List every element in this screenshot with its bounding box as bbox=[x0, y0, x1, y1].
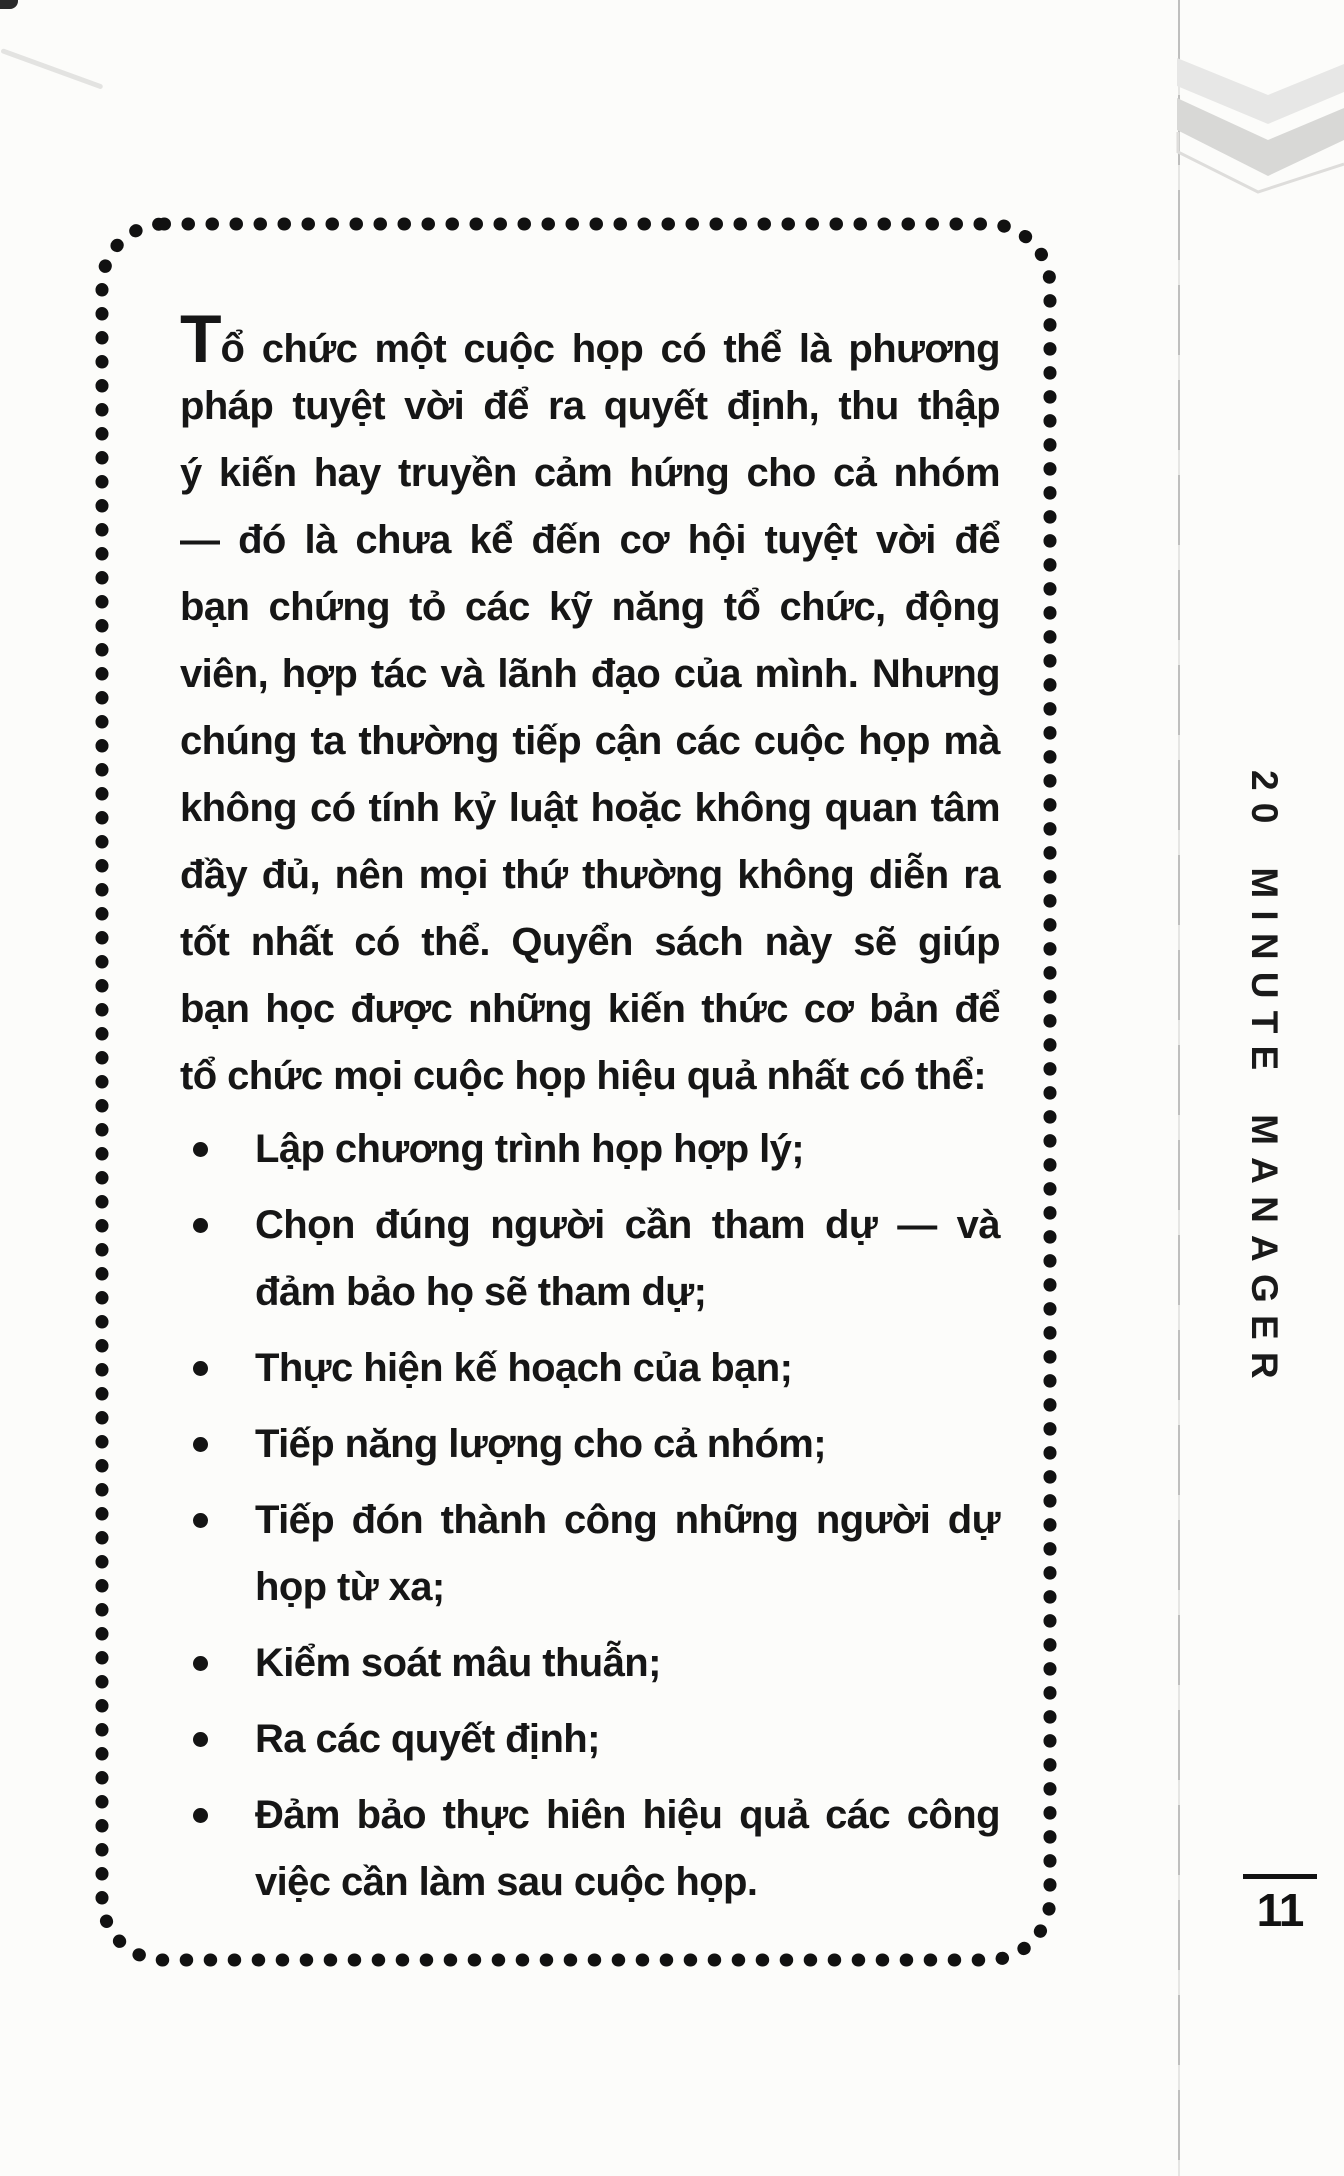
word: mình. bbox=[754, 652, 859, 696]
word: tác bbox=[370, 652, 427, 696]
bullet-text bbox=[255, 1706, 1000, 1773]
text-line bbox=[180, 373, 1000, 440]
bullet-text bbox=[255, 1411, 1000, 1478]
bullet-text bbox=[255, 1335, 1000, 1402]
word: thành bbox=[440, 1498, 547, 1542]
word: Tiếp bbox=[255, 1498, 335, 1542]
word: tiếp bbox=[512, 719, 582, 763]
word: và bbox=[956, 1203, 1000, 1247]
text-line bbox=[180, 301, 1000, 377]
word: ta bbox=[310, 719, 345, 763]
word: thường bbox=[582, 853, 723, 897]
bullet-item bbox=[180, 1487, 1000, 1621]
word: nên bbox=[334, 853, 404, 897]
word: quan bbox=[824, 786, 918, 830]
word: thu bbox=[838, 384, 899, 428]
bullet-text bbox=[255, 1630, 1000, 1697]
word: thập bbox=[917, 384, 1000, 428]
word: ra bbox=[963, 853, 1000, 897]
bullet-item bbox=[180, 1706, 1000, 1773]
word: hợp bbox=[281, 652, 358, 696]
word: kỹ bbox=[548, 585, 593, 629]
word: bạn bbox=[180, 987, 250, 1031]
word: thể. bbox=[421, 920, 490, 964]
word: hay bbox=[313, 451, 381, 495]
word: thức bbox=[701, 987, 788, 1031]
word: tâm bbox=[930, 786, 1000, 830]
word: các bbox=[825, 1793, 891, 1837]
word: người bbox=[490, 1203, 605, 1247]
word: là bbox=[304, 518, 337, 562]
word: chứng bbox=[268, 585, 390, 629]
word: là bbox=[798, 327, 832, 371]
text-line bbox=[180, 507, 1000, 574]
word: đầy bbox=[180, 853, 248, 897]
bullet-text bbox=[255, 1192, 1000, 1326]
word: cho bbox=[746, 451, 816, 495]
word: — bbox=[897, 1203, 937, 1247]
bullet-text bbox=[255, 1782, 1000, 1916]
word: hiên bbox=[545, 1793, 626, 1837]
word: luật bbox=[508, 786, 578, 830]
word: chức bbox=[261, 327, 358, 371]
word: ra bbox=[547, 384, 585, 428]
word: năng bbox=[611, 585, 705, 629]
word: có bbox=[660, 327, 707, 371]
word: các bbox=[675, 719, 741, 763]
word: Chọn bbox=[255, 1203, 355, 1247]
word: cả bbox=[832, 451, 877, 495]
word: họp bbox=[858, 719, 930, 763]
page-number-block bbox=[1243, 1874, 1317, 1936]
word: bản bbox=[869, 987, 939, 1031]
word: diễn bbox=[868, 853, 949, 897]
word: dự bbox=[825, 1203, 878, 1247]
bullet-dot-icon bbox=[193, 1361, 208, 1376]
word: nhóm bbox=[893, 451, 1000, 495]
bullet-item bbox=[180, 1116, 1000, 1183]
word: vời bbox=[875, 518, 936, 562]
text-line bbox=[180, 708, 1000, 775]
bullet-dot-icon bbox=[193, 1218, 208, 1233]
word: có bbox=[354, 920, 400, 964]
word: mọi bbox=[418, 853, 488, 897]
text-line bbox=[180, 842, 1000, 909]
text-line bbox=[180, 976, 1000, 1043]
word: viên, bbox=[180, 652, 269, 696]
word: cuộc bbox=[463, 327, 555, 371]
word: tỏ bbox=[409, 585, 446, 629]
word: tính bbox=[368, 786, 440, 830]
word: sẽ bbox=[853, 920, 897, 964]
word: hứng bbox=[629, 451, 730, 495]
word: tuyệt bbox=[764, 518, 858, 562]
word: kiến bbox=[607, 987, 686, 1031]
word: kỷ bbox=[452, 786, 496, 830]
word: cận bbox=[594, 719, 662, 763]
word: để bbox=[483, 384, 529, 428]
bullet-item bbox=[180, 1782, 1000, 1916]
word: không bbox=[694, 786, 812, 830]
word: bạn bbox=[180, 585, 250, 629]
word: được bbox=[350, 987, 453, 1031]
word: đến bbox=[531, 518, 601, 562]
text-line: Lập chương trình họp hợp lý; bbox=[255, 1127, 804, 1171]
word: bảo bbox=[356, 1793, 426, 1837]
word: cơ bbox=[803, 987, 854, 1031]
word: thực bbox=[442, 1793, 530, 1837]
word: đủ, bbox=[261, 853, 320, 897]
word: đó bbox=[238, 518, 286, 562]
word: hoặc bbox=[590, 786, 682, 830]
word: chức, bbox=[779, 585, 886, 629]
text-line bbox=[180, 641, 1000, 708]
text-line: việc cần làm sau cuộc họp. bbox=[255, 1860, 758, 1904]
bullet-item bbox=[180, 1335, 1000, 1402]
word: nhất bbox=[250, 920, 333, 964]
word: Quyển bbox=[511, 920, 633, 964]
word: cảm bbox=[533, 451, 613, 495]
text-line bbox=[180, 909, 1000, 976]
word: hội bbox=[687, 518, 746, 562]
page-number: 11 bbox=[1256, 1884, 1304, 1936]
word: một bbox=[374, 327, 447, 371]
word: không bbox=[737, 853, 855, 897]
word: pháp bbox=[180, 384, 274, 428]
word: này bbox=[764, 920, 832, 964]
page-edge-line bbox=[1178, 0, 1180, 2176]
word: cần bbox=[624, 1203, 692, 1247]
bullet-dot-icon bbox=[193, 1513, 208, 1528]
bullet-item bbox=[180, 1411, 1000, 1478]
bullet-list bbox=[180, 1116, 1000, 1925]
word: thể bbox=[723, 327, 782, 371]
word: học bbox=[265, 987, 335, 1031]
word: công bbox=[564, 1498, 658, 1542]
text-line bbox=[255, 1782, 1000, 1849]
word: — bbox=[180, 518, 220, 562]
word: cơ bbox=[619, 518, 669, 562]
text-line bbox=[255, 1192, 1000, 1259]
scan-corner-mark bbox=[0, 0, 18, 9]
word: kiến bbox=[218, 451, 297, 495]
text-line: họp từ xa; bbox=[255, 1565, 445, 1609]
word: có bbox=[310, 786, 356, 830]
page-number-rule bbox=[1243, 1874, 1317, 1879]
text-line bbox=[180, 574, 1000, 641]
word: giúp bbox=[917, 920, 1000, 964]
word: để bbox=[954, 518, 1000, 562]
word: đón bbox=[351, 1498, 424, 1542]
word: họp bbox=[571, 327, 644, 371]
word: những bbox=[468, 987, 592, 1031]
bullet-dot-icon bbox=[193, 1732, 208, 1747]
text-line: Thực hiện kế hoạch của bạn; bbox=[255, 1346, 793, 1390]
word: những bbox=[674, 1498, 799, 1542]
word: Tổ bbox=[180, 301, 245, 377]
text-line: tổ chức mọi cuộc họp hiệu quả nhất có thể: bbox=[180, 1054, 987, 1098]
word: động bbox=[904, 585, 1000, 629]
bullet-dot-icon bbox=[193, 1656, 208, 1671]
word: tốt bbox=[180, 920, 230, 964]
word: các bbox=[464, 585, 530, 629]
bullet-item bbox=[180, 1192, 1000, 1326]
word: vời bbox=[404, 384, 465, 428]
word: phương bbox=[848, 327, 1000, 371]
word: đúng bbox=[374, 1203, 471, 1247]
word: lãnh bbox=[497, 652, 578, 696]
word: dự bbox=[947, 1498, 1000, 1542]
word: Nhưng bbox=[871, 652, 1000, 696]
word: và bbox=[440, 652, 484, 696]
word: công bbox=[906, 1793, 1000, 1837]
word: tham bbox=[711, 1203, 805, 1247]
word: hiệu bbox=[642, 1793, 723, 1837]
word: không bbox=[180, 786, 297, 830]
word: tổ bbox=[723, 585, 761, 629]
scan-corner-streak bbox=[0, 48, 103, 90]
word: Đảm bbox=[255, 1793, 340, 1837]
text-line bbox=[180, 775, 1000, 842]
word: ý bbox=[180, 451, 202, 495]
text-line bbox=[255, 1487, 1000, 1554]
dropcap-letter: T bbox=[180, 301, 221, 377]
word: sách bbox=[654, 920, 744, 964]
bullet-item bbox=[180, 1630, 1000, 1697]
word: định, bbox=[726, 384, 820, 428]
bullet-dot-icon bbox=[193, 1142, 208, 1157]
word: mà bbox=[943, 719, 1000, 763]
series-title-vertical: 20 MINUTE MANAGER bbox=[1244, 770, 1285, 1391]
word: kể bbox=[469, 518, 513, 562]
word: cuộc bbox=[753, 719, 845, 763]
chevron-ribbon-icon bbox=[1160, 0, 1344, 230]
bullet-text bbox=[255, 1116, 1000, 1183]
bullet-dot-icon bbox=[193, 1808, 208, 1823]
bullet-dot-icon bbox=[193, 1437, 208, 1452]
word: quyết bbox=[603, 384, 708, 428]
word: của bbox=[673, 652, 741, 696]
text-line: Ra các quyết định; bbox=[255, 1717, 600, 1761]
word: chúng bbox=[180, 719, 297, 763]
word: thứ bbox=[502, 853, 568, 897]
bullet-text bbox=[255, 1487, 1000, 1621]
word: đạo bbox=[590, 652, 661, 696]
text-line: Kiểm soát mâu thuẫn; bbox=[255, 1641, 661, 1685]
text-line: đảm bảo họ sẽ tham dự; bbox=[255, 1270, 707, 1314]
text-line: Tiếp năng lượng cho cả nhóm; bbox=[255, 1422, 826, 1466]
word: quả bbox=[739, 1793, 809, 1837]
word: chưa bbox=[355, 518, 451, 562]
word: người bbox=[815, 1498, 931, 1542]
word: để bbox=[954, 987, 1000, 1031]
text-line bbox=[180, 440, 1000, 507]
word: truyền bbox=[398, 451, 517, 495]
word: tuyệt bbox=[292, 384, 385, 428]
word: thường bbox=[358, 719, 499, 763]
intro-paragraph bbox=[180, 301, 1000, 1110]
